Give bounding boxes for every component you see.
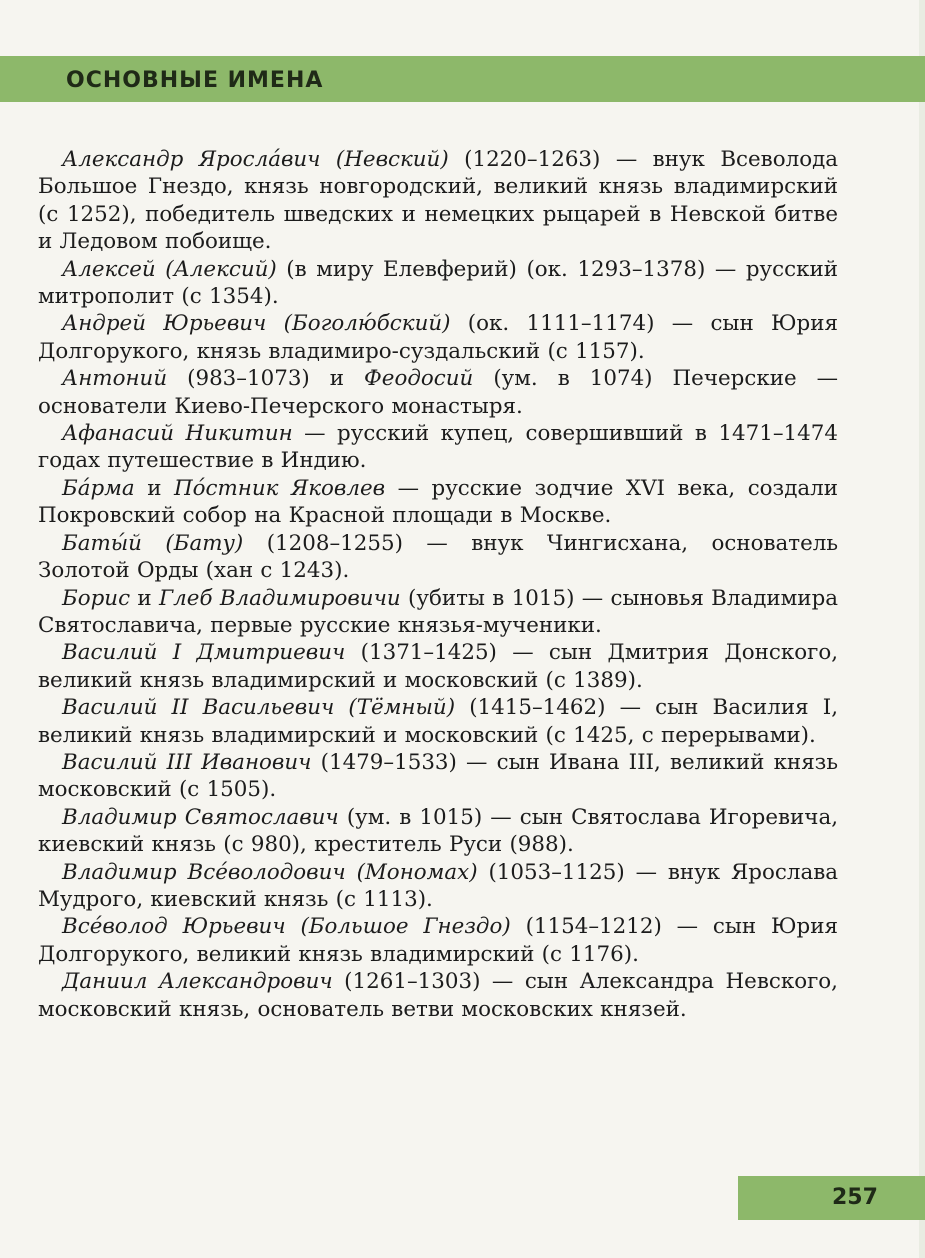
entry-name: Все́волод Юрьевич (Большое Гнездо) bbox=[62, 914, 511, 940]
list-item bbox=[38, 420, 838, 475]
entry-text: — русский купец, совершивший в 1471–1474 годах путешествие в Индию. bbox=[38, 421, 838, 474]
page-edge-strip bbox=[919, 0, 925, 1258]
list-item bbox=[38, 310, 838, 365]
entry-name-second: Глеб Владимировичи bbox=[159, 585, 401, 611]
entry-name: Афанасий Никитин bbox=[62, 421, 293, 447]
list-item bbox=[38, 256, 838, 311]
entry-text: (1261–1303) — сын Александра Невского, московский князь, основатель ветви московских князей. bbox=[38, 969, 838, 1022]
list-item bbox=[38, 530, 838, 585]
names-list bbox=[38, 146, 838, 1023]
entry-name: Баты́й (Бату) bbox=[62, 530, 244, 556]
entry-name: Василий I Дмитриевич bbox=[62, 640, 346, 666]
entry-name: Антоний bbox=[62, 366, 168, 392]
entry-name: Василий II Васильевич (Тёмный) bbox=[62, 695, 456, 721]
entry-text: (1479–1533) — сын Ивана III, великий князь московский (с 1505). bbox=[38, 749, 838, 803]
entry-text: (1154–1212) — сын Юрия Долгорукого, великий князь владимирский (с 1176). bbox=[38, 914, 838, 967]
list-item bbox=[38, 859, 838, 914]
page-number: 257 bbox=[832, 1185, 878, 1210]
entry-text: (1208–1255) — внук Чингисхана, основатель Золотой Орды (хан с 1243). bbox=[38, 530, 838, 584]
entry-text-second: (убиты в 1015) — сыновья Владимира Святославича, первые русские князья-мученики. bbox=[38, 585, 839, 638]
entry-text-second: — русские зодчие XVI века, создали Покровский собор на Красной площади в Москве. bbox=[38, 475, 838, 529]
entry-name-second: Феодосий bbox=[364, 366, 474, 392]
entry-text-second: (ум. в 1074) Печерские — основатели Киево-Печерского монастыря. bbox=[38, 366, 839, 419]
section-title: ОСНОВНЫЕ ИМЕНА bbox=[66, 68, 324, 93]
entry-name: Александр Яросла́вич (Невский) bbox=[62, 147, 449, 172]
entry-name: Борис bbox=[62, 585, 131, 611]
entry-text: (1053–1125) — внук Ярослава Мудрого, киевский князь (с 1113). bbox=[38, 859, 838, 912]
list-item bbox=[38, 639, 838, 694]
entry-text: (ок. 1111–1174) — сын Юрия Долгорукого, князь владимиро-суздальский (с 1157). bbox=[38, 311, 838, 364]
entry-text: и bbox=[134, 475, 174, 501]
list-item bbox=[38, 913, 838, 968]
entry-text: (983–1073) и bbox=[167, 366, 365, 392]
list-item bbox=[38, 475, 838, 530]
entry-name-second: По́стник Яковлев bbox=[173, 475, 386, 501]
entry-text: (1371–1425) — сын Дмитрия Донского, великий князь владимирский и московский (с 1389). bbox=[38, 640, 838, 693]
entry-text: (в миру Елевферий) (ок. 1293–1378) — русский митрополит (с 1354). bbox=[38, 256, 838, 310]
entry-text: (1415–1462) — сын Василия I, великий князь владимирский и московский (с 1425, с перерывами). bbox=[38, 695, 838, 748]
entry-name: Владимир Святославич bbox=[62, 804, 339, 830]
list-item bbox=[38, 804, 838, 859]
entry-name: Василий III Иванович bbox=[62, 749, 312, 775]
list-item bbox=[38, 749, 838, 804]
entry-text: (1220–1263) — внук Всеволода Большое Гнездо, князь новгородский, великий князь владимирский (с 1252), победитель шведских и немецких рыцарей в Невской битве и Ледовом побоище. bbox=[38, 147, 838, 255]
entry-name: Ба́рма bbox=[62, 475, 135, 501]
entry-text: (ум. в 1015) — сын Святослава Игоревича, киевский князь (с 980), креститель Руси (988). bbox=[38, 804, 838, 858]
entry-name: Владимир Все́володович (Мономах) bbox=[62, 859, 478, 885]
list-item bbox=[38, 585, 838, 640]
entry-name: Даниил Александрович bbox=[62, 969, 333, 995]
entry-name: Андрей Юрьевич (Боголю́бский) bbox=[62, 311, 451, 337]
entry-text: и bbox=[130, 585, 159, 611]
list-item bbox=[38, 365, 838, 420]
entry-name: Алексей (Алексий) bbox=[62, 256, 277, 282]
list-item bbox=[38, 968, 838, 1023]
list-item bbox=[38, 146, 838, 256]
list-item bbox=[38, 694, 838, 749]
